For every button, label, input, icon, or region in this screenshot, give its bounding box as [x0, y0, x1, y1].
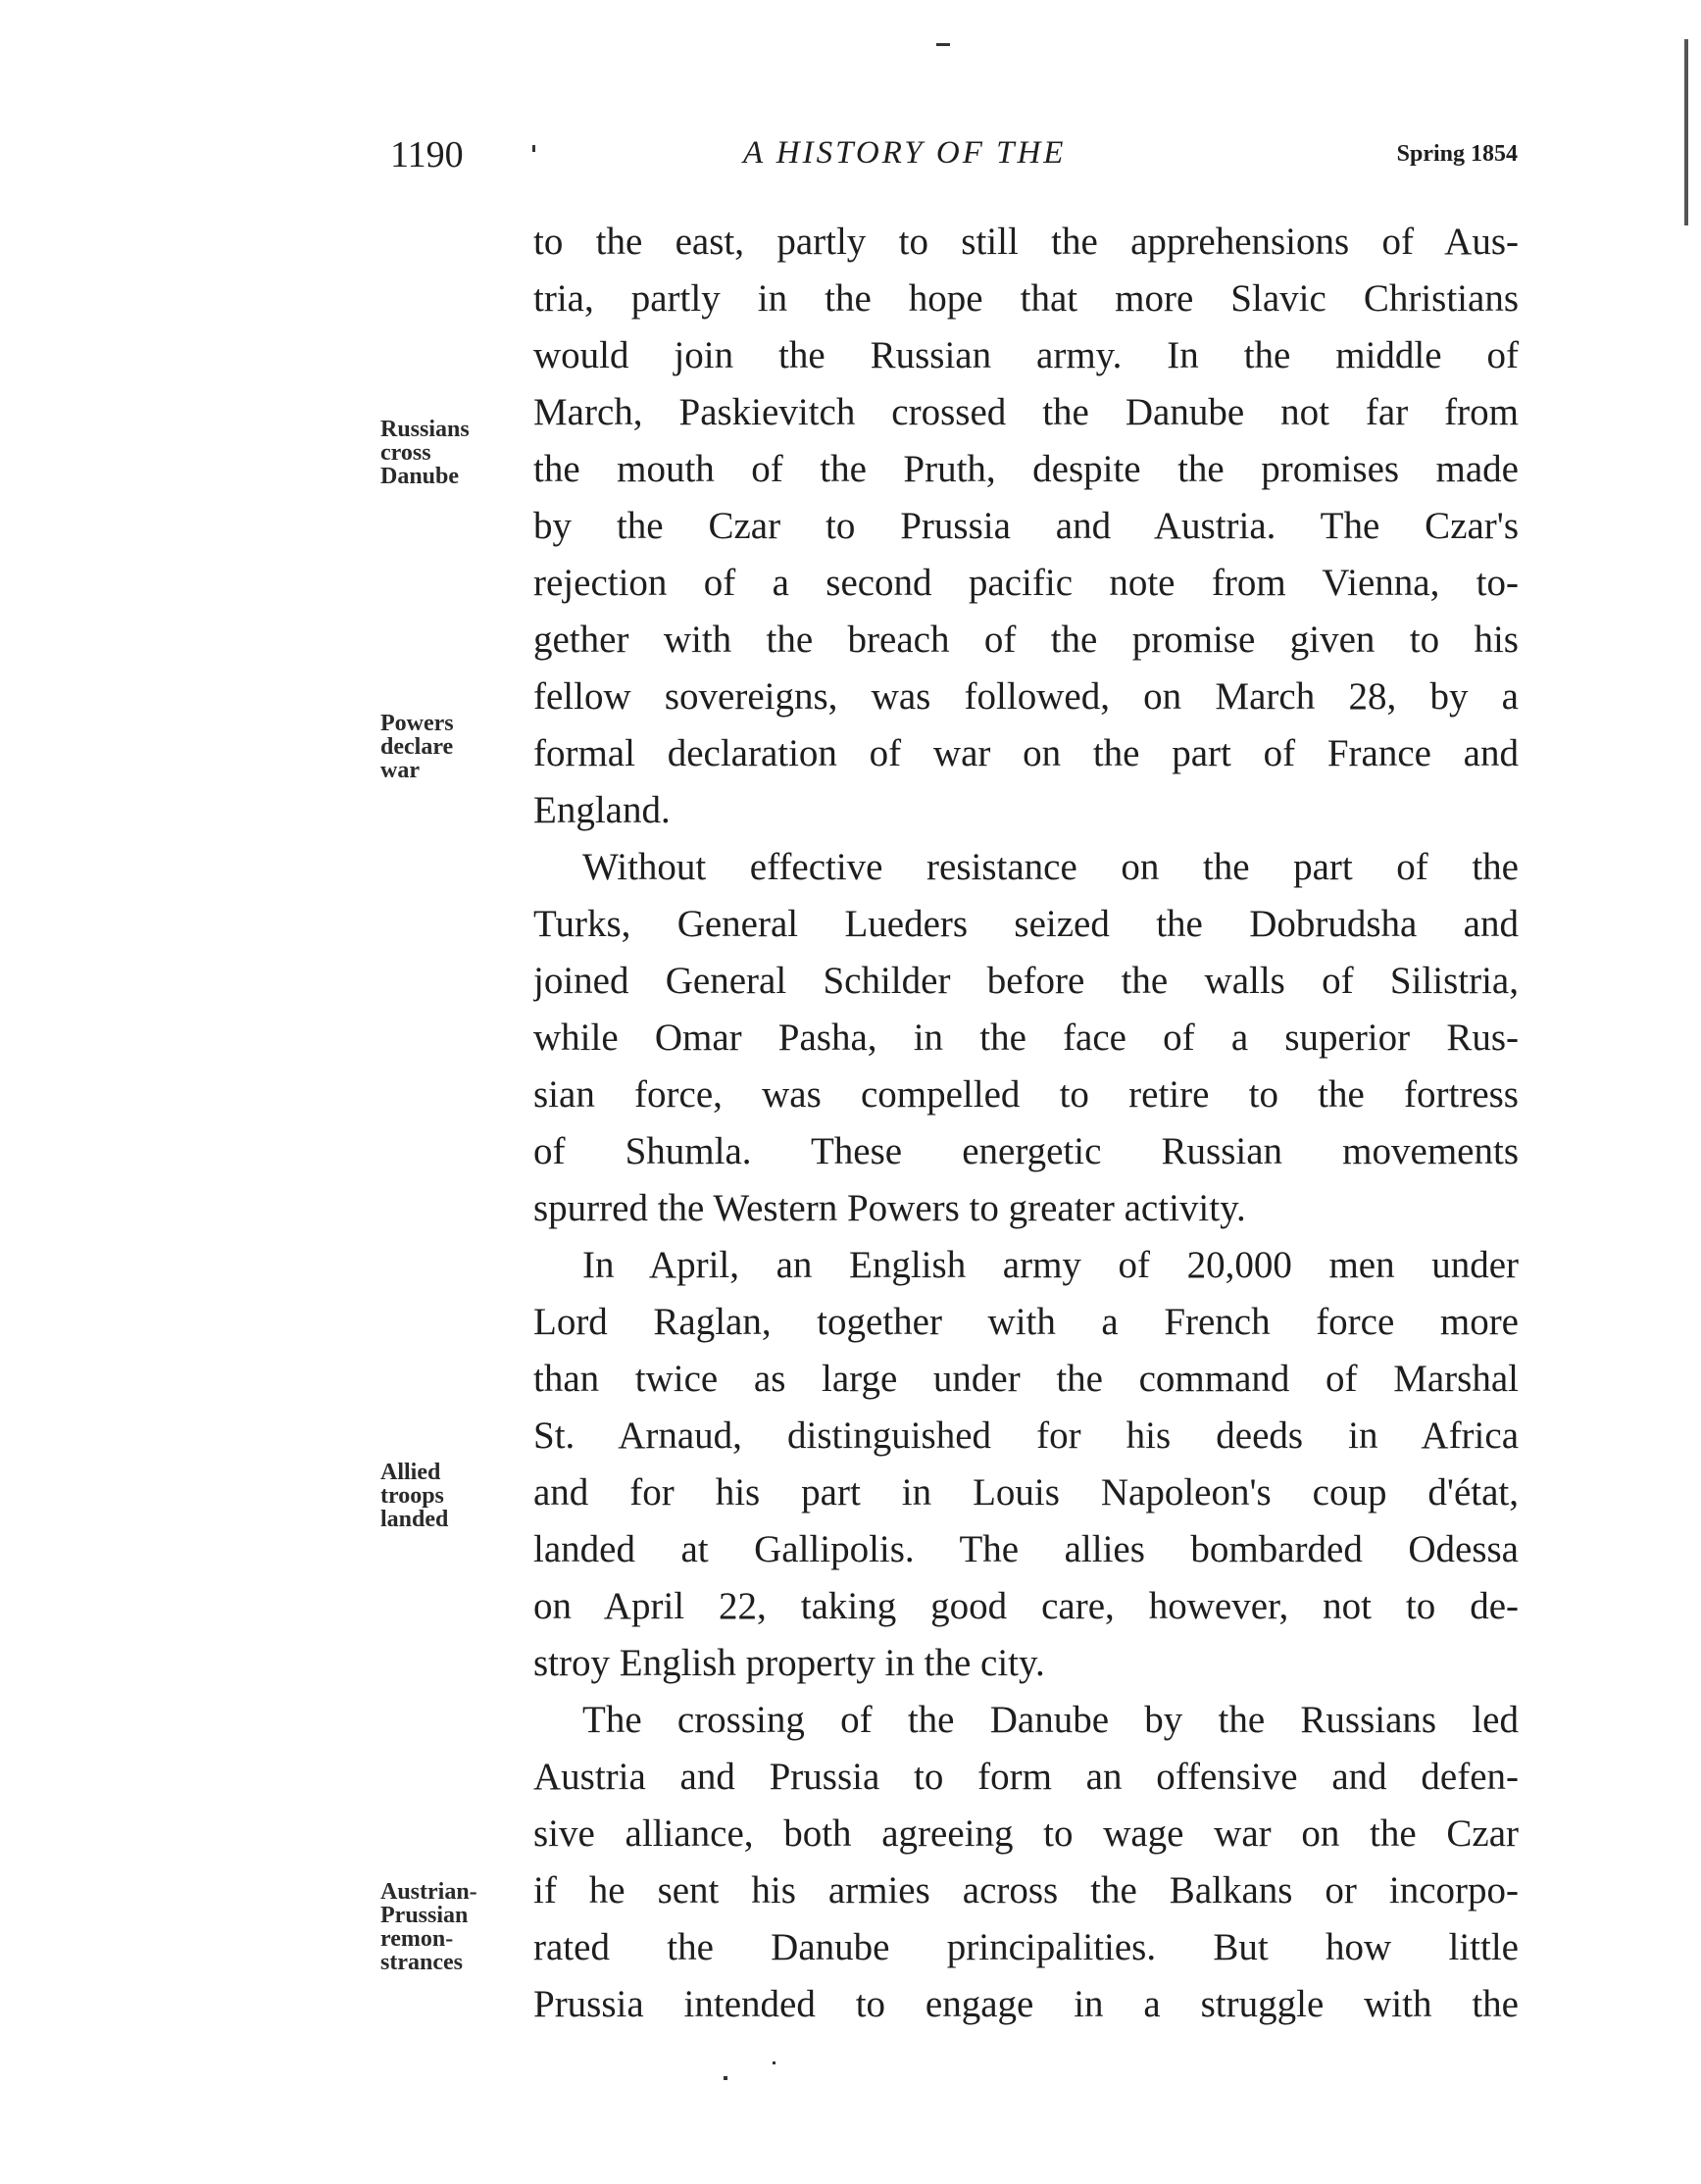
text-line: landed at Gallipolis. The allies bombarded Odessa: [533, 1528, 1519, 1570]
text-line: St. Arnaud, distinguished for his deeds in Africa: [533, 1415, 1519, 1457]
sidenote-line: troops: [380, 1483, 444, 1509]
text-line: England.: [533, 789, 671, 831]
text-line: to the east, partly to still the apprehensions of Aus-: [533, 221, 1519, 263]
header-date: Spring 1854: [1396, 141, 1518, 167]
sidenote-austrian-prussian-remonstrances: [380, 1880, 477, 1974]
text-line: would join the Russian army. In the middle of: [533, 334, 1519, 376]
text-line: on April 22, taking good care, however, not to de-: [533, 1585, 1519, 1627]
sidenote-line: Prussian: [380, 1903, 469, 1928]
text-line: sian force, was compelled to retire to the fortress: [533, 1073, 1519, 1116]
text-line: Austria and Prussia to form an offensive and defen-: [533, 1756, 1519, 1798]
sidenote-line: landed: [380, 1507, 449, 1532]
text-line: sive alliance, both agreeing to wage war on the Czar: [533, 1812, 1519, 1855]
text-line: while Omar Pasha, in the face of a superior Rus-: [533, 1017, 1519, 1059]
sidenote-russians-cross-danube: [380, 418, 470, 488]
sidenote-allied-troops-landed: [380, 1461, 448, 1531]
text-line: than twice as large under the command of Marshal: [533, 1358, 1519, 1400]
text-line: of Shumla. These energetic Russian movements: [533, 1130, 1519, 1172]
sidenote-line: remon-: [380, 1926, 454, 1952]
running-title: A HISTORY OF THE: [743, 135, 1067, 171]
text-line: and for his part in Louis Napoleon's coup d'état,: [533, 1471, 1519, 1514]
text-line: In April, an English army of 20,000 men under: [582, 1244, 1519, 1286]
sidenote-line: strances: [380, 1950, 463, 1975]
text-line: tria, partly in the hope that more Slavic Christians: [533, 277, 1519, 320]
text-line: fellow sovereigns, was followed, on March 28, by a: [533, 675, 1519, 718]
text-line: Lord Raglan, together with a French force more: [533, 1301, 1519, 1343]
text-line: joined General Schilder before the walls of Silistria,: [533, 960, 1519, 1002]
text-line: if he sent his armies across the Balkans or incorpo-: [533, 1869, 1519, 1911]
text-line: March, Paskievitch crossed the Danube not far from: [533, 391, 1519, 433]
text-line: rejection of a second pacific note from Vienna, to-: [533, 562, 1519, 604]
sidenote-line: Austrian-: [380, 1879, 477, 1905]
scan-edge-mark: [1684, 39, 1688, 225]
sidenote-line: war: [380, 758, 420, 783]
body-text: [533, 214, 1519, 2033]
page-number: 1190: [390, 134, 464, 175]
text-line: by the Czar to Prussia and Austria. The Czar's: [533, 505, 1519, 547]
scan-speck: [773, 2061, 775, 2064]
scan-speck: [936, 43, 950, 46]
text-line: Prussia intended to engage in a struggle with the: [533, 1983, 1519, 2025]
text-line: rated the Danube principalities. But how little: [533, 1926, 1519, 1968]
sidenote-powers-declare-war: [380, 712, 454, 782]
text-line: formal declaration of war on the part of France and: [533, 732, 1519, 774]
scan-speck: [724, 2076, 727, 2080]
text-line: stroy English property in the city.: [533, 1642, 1045, 1684]
sidenote-line: Russians: [380, 417, 470, 442]
sidenote-line: cross: [380, 440, 431, 466]
text-line: the mouth of the Pruth, despite the promises made: [533, 448, 1519, 490]
sidenote-line: Allied: [380, 1460, 441, 1485]
text-line: gether with the breach of the promise given to his: [533, 619, 1519, 661]
scan-speck: [532, 145, 535, 152]
page-header: [390, 133, 1518, 182]
sidenote-line: declare: [380, 734, 454, 760]
sidenote-line: Danube: [380, 464, 460, 489]
text-line: spurred the Western Powers to greater activity.: [533, 1187, 1246, 1229]
text-line: Without effective resistance on the part of the: [582, 846, 1519, 888]
sidenote-line: Powers: [380, 711, 454, 736]
text-line: Turks, General Lueders seized the Dobrudsha and: [533, 903, 1519, 945]
text-line: The crossing of the Danube by the Russians led: [582, 1699, 1519, 1741]
